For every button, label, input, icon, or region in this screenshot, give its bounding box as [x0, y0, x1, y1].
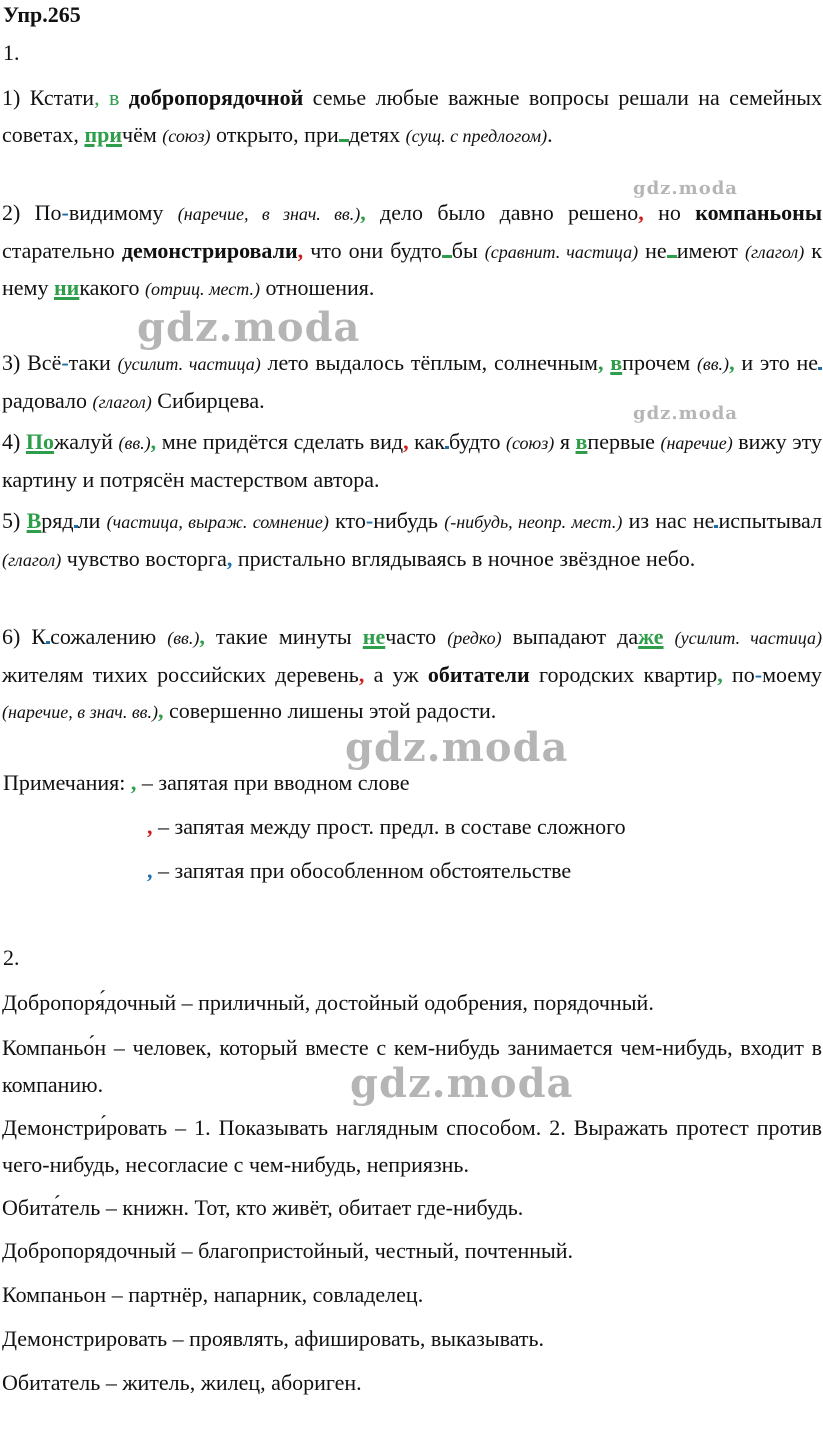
watermark: gdz.moda: [350, 1060, 574, 1107]
hyphen-blue: -: [61, 200, 69, 225]
comma-blue: ,: [147, 858, 153, 883]
separate-mark: [818, 347, 822, 370]
text: и это не: [734, 350, 819, 375]
sentence-1: [2, 80, 822, 154]
highlight-prefix: По: [25, 429, 55, 454]
text: испытывал: [718, 508, 822, 533]
grammar-note: (глагол): [744, 241, 805, 262]
notes-line-1: [3, 770, 410, 796]
definition-line: Обита́тель – книжн. Тот, кто живёт, обитает где-нибудь.: [2, 1195, 524, 1220]
synonym-line: Обитатель – житель, жилец, абориген.: [2, 1370, 362, 1395]
watermark: gdz.moda: [345, 724, 569, 771]
highlight-prefix: не: [362, 624, 386, 649]
definition-line: Демонстри́ровать – 1. Показывать наглядным способом. 2. Выражать протест против чего-нибудь, несогласие с чем-нибудь, неприязнь.: [2, 1115, 822, 1177]
text: жалуй: [54, 429, 119, 454]
text: вижу эту картину и потрясён мастерством автора.: [2, 429, 822, 492]
comma-red: ,: [358, 661, 365, 687]
comma-green: ,: [360, 200, 366, 225]
sentence-4: [2, 424, 822, 498]
text: такие минуты: [204, 624, 363, 649]
grammar-note: (вв.): [696, 354, 730, 374]
bold-word: демонстрировали: [121, 237, 298, 263]
grammar-note: (союз): [506, 433, 555, 453]
text: мне придётся сделать вид: [156, 429, 404, 454]
notes-line-2: [147, 814, 626, 840]
text: не: [638, 237, 667, 263]
text: дело было давно решено: [365, 200, 639, 225]
text: совершенно лишены этой радости.: [163, 698, 497, 723]
sentence-6: [2, 619, 822, 731]
grammar-note: (частица, выраж. сомнение): [106, 512, 329, 532]
watermark: gdz.moda: [633, 403, 738, 424]
comma-red: ,: [403, 429, 409, 454]
text: пристально вглядываясь в ночное звёздное небо.: [232, 545, 696, 571]
text: ли: [77, 508, 107, 533]
comma-green: ,: [130, 770, 137, 795]
section-2-number: 2.: [3, 945, 20, 970]
synonym-line: Демонстрировать – проявлять, афишировать, выказывать.: [2, 1326, 545, 1351]
text: моему: [762, 661, 822, 687]
separate-mark: [667, 235, 677, 258]
synonym-line: Добропорядочный – благопристойный, честный, почтенный.: [2, 1238, 574, 1263]
comma-green: ,: [717, 661, 723, 687]
grammar-note: (усилит. частица): [674, 628, 822, 648]
grammar-note: (вв.): [167, 628, 200, 648]
grammar-note: (сущ. с предлогом): [405, 125, 548, 146]
note-text: – запятая при обособленном обстоятельстве: [152, 858, 572, 883]
synonym-line: Компаньон – партнёр, напарник, совладелец.: [2, 1282, 424, 1307]
section-1-number: 1.: [3, 40, 20, 65]
text: сожалению: [50, 624, 168, 649]
grammar-note: (наречие, в знач. вв.): [2, 702, 158, 722]
note-text: – запятая между прост. предл. в составе сложного: [152, 814, 626, 839]
text: прочем: [622, 350, 697, 375]
watermark: gdz.moda: [137, 304, 361, 351]
text: 3) Всё: [2, 350, 62, 375]
grammar-note: (-нибудь, неопр. мест.): [444, 512, 623, 532]
comma-green: ,: [150, 429, 157, 454]
text: жителям тихих российских деревень: [2, 661, 359, 687]
comma-green: , в: [94, 85, 129, 110]
text: часто: [385, 624, 448, 649]
exercise-title: Упр.265: [3, 2, 81, 27]
text: таки: [68, 350, 118, 375]
text: [664, 624, 675, 649]
highlight-prefix: в: [610, 350, 623, 375]
text: 6) К: [2, 624, 47, 649]
separate-mark: [339, 119, 349, 142]
text: городских квартир: [529, 661, 718, 687]
text: первые: [587, 429, 661, 454]
text: старательно: [2, 237, 122, 263]
text: радовало: [2, 387, 93, 413]
comma-green: ,: [729, 350, 735, 375]
highlight-suffix: же: [638, 624, 664, 649]
hyphen-blue: -: [754, 661, 763, 687]
text: что они будто: [303, 237, 442, 263]
definition-line: Компаньо́н – человек, который вместе с кем-нибудь занимается чем-нибудь, входит в компанию.: [2, 1035, 822, 1097]
comma-green: ,: [597, 350, 604, 375]
text: будто: [448, 429, 507, 454]
notes-label: Примечания:: [3, 770, 131, 795]
grammar-note: (союз): [162, 125, 211, 146]
text: 4): [2, 429, 26, 454]
grammar-note: (усилит. частица): [117, 354, 261, 374]
text: открыто, при: [210, 121, 339, 147]
sentence-2: [2, 195, 822, 308]
highlight-prefix: при: [84, 121, 123, 147]
grammar-note: (редко): [447, 628, 502, 648]
hyphen-blue: -: [61, 350, 69, 375]
comma-green: ,: [199, 624, 205, 649]
comma-red: ,: [147, 814, 153, 839]
text: 2) По: [2, 200, 62, 225]
text: выпадают да: [501, 624, 639, 649]
text: чём: [122, 121, 163, 147]
hyphen-blue: -: [365, 508, 374, 533]
comma-red: ,: [638, 200, 644, 225]
text: отношения.: [259, 275, 375, 300]
grammar-note: (вв.): [118, 433, 151, 453]
watermark: gdz.moda: [633, 178, 738, 199]
highlight-prefix: в: [575, 429, 588, 454]
text: 1) Кстати: [2, 85, 95, 110]
text: лето выдалось тёплым, солнечным: [260, 350, 598, 375]
text: я: [554, 429, 576, 454]
text: кто: [328, 508, 366, 533]
text: а уж: [364, 661, 428, 687]
text: к нему: [2, 237, 822, 300]
highlight-prefix: ни: [53, 275, 80, 300]
text: .: [547, 121, 553, 147]
grammar-note: (сравнит. частица): [484, 241, 639, 262]
definition-line: Добропоря́дочный – приличный, достойный одобрения, порядочный.: [2, 990, 654, 1015]
text: ряд: [41, 508, 74, 533]
text: как: [408, 429, 445, 454]
text: какого: [79, 275, 145, 300]
note-text: – запятая при вводном слове: [136, 770, 410, 795]
bold-word: добропорядочной: [128, 85, 304, 110]
bold-word: компаньоны: [695, 200, 822, 225]
text: 5): [2, 508, 27, 533]
text: Сибирцева.: [151, 387, 265, 413]
grammar-note: (глагол): [92, 391, 152, 412]
text: нибудь: [373, 508, 445, 533]
bold-word: обитатели: [427, 661, 530, 687]
text: детях: [348, 121, 406, 147]
comma-green: ,: [158, 698, 164, 723]
comma-red: ,: [297, 237, 304, 263]
text: чувство восторга: [61, 545, 227, 571]
text: имеют: [676, 237, 745, 263]
grammar-note: (глагол): [2, 549, 62, 570]
notes-line-3: [147, 858, 571, 884]
text: видимому: [68, 200, 178, 225]
grammar-note: (наречие): [660, 433, 733, 453]
grammar-note: (наречие, в знач. вв.): [177, 204, 361, 224]
text: по: [722, 661, 755, 687]
highlight-prefix: В: [26, 508, 42, 533]
text: но: [643, 200, 696, 225]
sentence-5: [2, 503, 822, 578]
text: из нас не: [622, 508, 715, 533]
separate-mark: [442, 235, 452, 258]
text: бы: [451, 237, 485, 263]
grammar-note: (отриц. мест.): [145, 279, 260, 299]
text: семье любые важные вопросы решали на семейных советах,: [2, 85, 822, 147]
comma-blue: ,: [226, 545, 233, 571]
